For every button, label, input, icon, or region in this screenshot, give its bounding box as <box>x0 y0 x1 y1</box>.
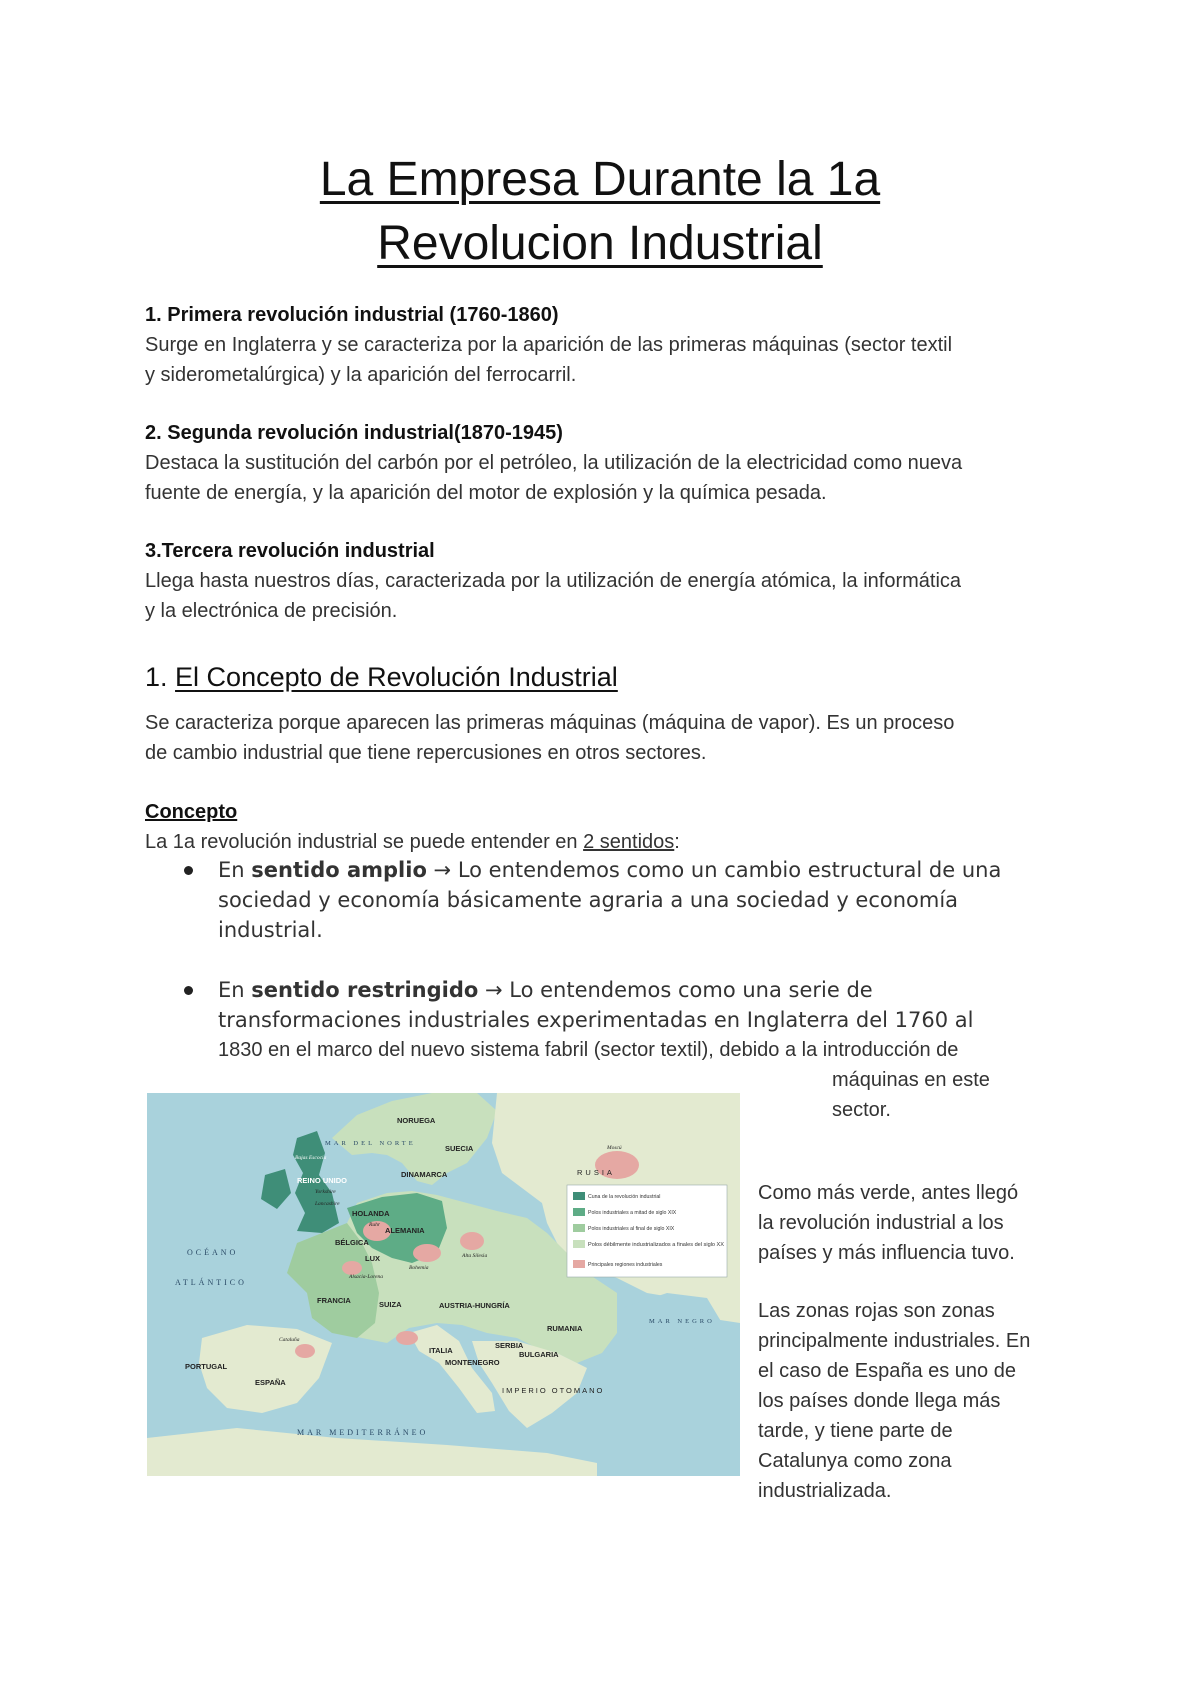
map-label: Bajas Escocia <box>295 1155 327 1161</box>
bullet-prefix: En <box>218 978 252 1002</box>
map-label: RUMANIA <box>547 1324 583 1333</box>
bullet-icon <box>184 986 193 995</box>
side-note-line: tarde, y tiene parte de <box>758 1420 953 1442</box>
legend-label: Polos débilmente industrializados a finales del siglo XX <box>588 1242 725 1248</box>
legend-swatch <box>573 1240 585 1248</box>
europe-industrial-map <box>147 1093 740 1476</box>
map-label: PORTUGAL <box>185 1362 228 1371</box>
map-label: Ruhr <box>369 1222 380 1228</box>
concept-lead-suffix: : <box>674 831 680 853</box>
map-label: REINO UNIDO <box>297 1176 348 1185</box>
region-alsace <box>342 1261 362 1275</box>
side-note-line: industrializada. <box>758 1480 892 1502</box>
map-label: FRANCIA <box>317 1296 351 1305</box>
legend-swatch <box>573 1260 585 1268</box>
section-heading: 1. Primera revolución industrial (1760-1860) <box>145 304 559 326</box>
side-note-line: Como más verde, antes llegó <box>758 1182 1019 1204</box>
concept-intro-line: de cambio industrial que tiene repercusiones en otros sectores. <box>145 742 707 764</box>
side-note-line: el caso de España es uno de <box>758 1360 1016 1382</box>
concept-intro <box>145 708 1075 768</box>
bullet-prefix: En <box>218 858 252 882</box>
map-label: OCÉANO <box>187 1248 239 1257</box>
map-label: SUIZA <box>379 1300 402 1309</box>
legend-label: Cuna de la revolución industrial <box>588 1194 661 1200</box>
legend-swatch <box>573 1224 585 1232</box>
legend-label: Polos industriales a mitad de siglo XIX <box>588 1210 677 1216</box>
map-label: DINAMARCA <box>401 1170 448 1179</box>
section-body-line: Llega hasta nuestros días, caracterizada por la utilización de energía atómica, la informática <box>145 570 962 592</box>
map-label: Lancashire <box>315 1201 340 1207</box>
map-label: Yorkshire <box>315 1189 336 1195</box>
section-body-line: Surge en Inglaterra y se caracteriza por la aparición de las primeras máquinas (sector textil <box>145 334 953 356</box>
map-label: MAR NEGRO <box>649 1318 715 1325</box>
map-label: ATLÁNTICO <box>175 1278 247 1287</box>
concept-lead-prefix: La 1a revolución industrial se puede entender en <box>145 831 584 853</box>
bullet-text: máquinas en este <box>832 1069 990 1091</box>
concept-heading-text: El Concepto de Revolución Industrial <box>175 662 618 692</box>
legend-swatch <box>573 1192 585 1200</box>
map-label: BULGARIA <box>519 1350 559 1359</box>
title-line-2: Revolucion Industrial <box>377 217 823 270</box>
section-heading: 2. Segunda revolución industrial(1870-1945) <box>145 422 563 444</box>
map-label: LUX <box>365 1254 380 1263</box>
map-label: ALEMANIA <box>385 1226 425 1235</box>
bullet-text: → Lo entendemos como un cambio estructural de una <box>426 858 1002 882</box>
side-note-1 <box>758 1178 1068 1268</box>
section-body-line: y la electrónica de precisión. <box>145 600 398 622</box>
concept-subheading: Concepto <box>145 801 238 823</box>
map-label: MAR DEL NORTE <box>325 1140 416 1147</box>
side-note-line: países y más influencia tuvo. <box>758 1242 1015 1264</box>
bullet-text: transformaciones industriales experimentadas en Inglaterra del 1760 al <box>218 1008 974 1032</box>
map-label: SERBIA <box>495 1341 524 1350</box>
section-heading: 3.Tercera revolución industrial <box>145 540 435 562</box>
legend-label: Principales regiones industriales <box>588 1262 663 1268</box>
map-label: MAR MEDITERRÁNEO <box>297 1428 429 1437</box>
bullet-list <box>180 855 1060 1125</box>
concept-heading-number: 1. <box>145 662 168 692</box>
map-label: Cataluña <box>279 1337 300 1343</box>
map-label: MONTENEGRO <box>445 1358 500 1367</box>
concept-intro-line: Se caracteriza porque aparecen las primeras máquinas (máquina de vapor). Es un proceso <box>145 712 955 734</box>
side-note-line: principalmente industriales. En <box>758 1330 1031 1352</box>
map-label: Alsacia-Lorena <box>349 1274 384 1280</box>
map-label: Moscú <box>607 1145 622 1151</box>
map-label: Alta Silesia <box>462 1253 488 1259</box>
map-label: AUSTRIA-HUNGRÍA <box>439 1301 510 1310</box>
bullet-text: industrial. <box>218 918 323 942</box>
map-label: BÉLGICA <box>335 1238 369 1247</box>
legend-swatch <box>573 1208 585 1216</box>
map-label: RUSIA <box>577 1168 615 1177</box>
bullet-text: sector. <box>832 1099 891 1121</box>
bullet-term: sentido restringido <box>251 978 479 1002</box>
page-title <box>0 148 1200 276</box>
map-label: HOLANDA <box>352 1209 390 1218</box>
list-item <box>180 855 1060 945</box>
concept-lead-link: 2 sentidos <box>583 831 675 853</box>
map-label: NORUEGA <box>397 1116 436 1125</box>
section-tercera <box>145 536 1075 626</box>
bullet-text: → Lo entendemos como una serie de <box>478 978 873 1002</box>
bullet-text: sociedad y economía básicamente agraria a una sociedad y economía <box>218 888 959 912</box>
region-silesia <box>460 1232 484 1250</box>
side-note-2 <box>758 1296 1068 1506</box>
map-label: IMPERIO OTOMANO <box>502 1386 605 1395</box>
section-body-line: Destaca la sustitución del carbón por el petróleo, la utilización de la electricidad como nueva <box>145 452 963 474</box>
section-body-line: y siderometalúrgica) y la aparición del ferrocarril. <box>145 364 577 386</box>
concept-heading <box>145 662 618 693</box>
map-label: ESPAÑA <box>255 1378 286 1387</box>
side-note-line: la revolución industrial a los <box>758 1212 1004 1234</box>
bullet-term: sentido amplio <box>251 858 427 882</box>
map-label: Bohemia <box>409 1265 429 1271</box>
bullet-text: 1830 en el marco del nuevo sistema fabril (sector textil), debido a la introducción de <box>218 1039 959 1061</box>
section-segunda <box>145 418 1075 508</box>
region-north-italy <box>396 1331 418 1345</box>
concept-block <box>145 797 1075 857</box>
concept-lead <box>145 827 1075 857</box>
region-catalonia <box>295 1344 315 1358</box>
section-primera <box>145 300 1075 390</box>
side-note-line: Catalunya como zona <box>758 1450 952 1472</box>
title-line-1: La Empresa Durante la 1a <box>319 153 881 206</box>
legend-label: Polos industriales al final de siglo XIX <box>588 1226 675 1232</box>
map-label: SUECIA <box>445 1144 474 1153</box>
section-body-line: fuente de energía, y la aparición del motor de explosión y la química pesada. <box>145 482 827 504</box>
map-label: ITALIA <box>429 1346 453 1355</box>
side-note-line: los países donde llega más <box>758 1390 1001 1412</box>
region-bohemia <box>413 1244 441 1262</box>
side-note-line: Las zonas rojas son zonas <box>758 1300 995 1322</box>
bullet-icon <box>184 866 193 875</box>
